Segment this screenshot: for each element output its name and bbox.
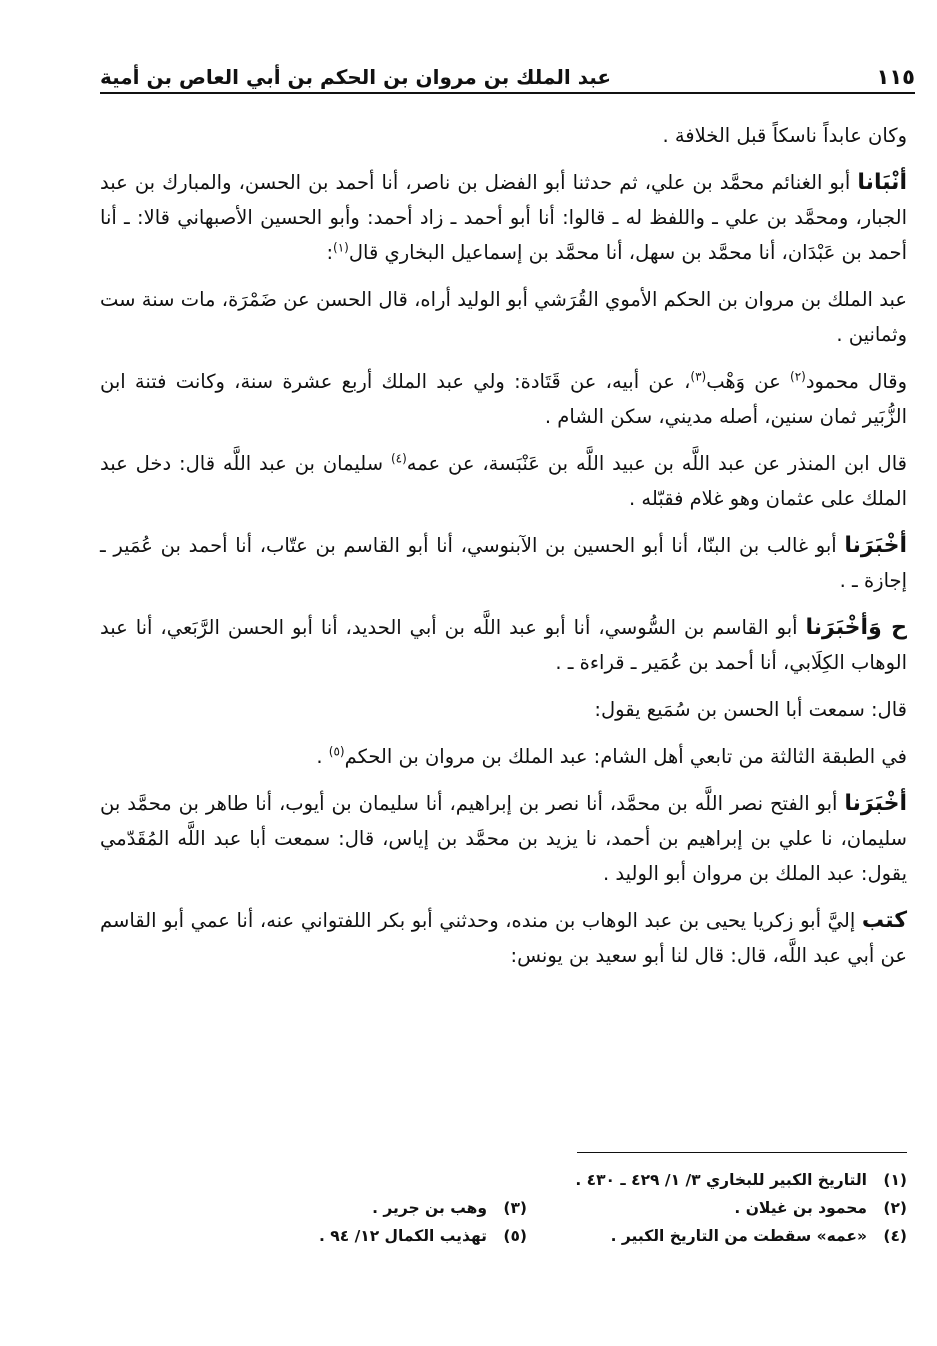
page-number: ١١٥ (876, 65, 915, 89)
paragraph-text: قال ابن المنذر عن عبد اللَّه بن عبيد اللَّه بن عَنْبَسة، عن عمه (406, 452, 907, 475)
footnote-number: (٤) (883, 1227, 907, 1245)
paragraph-text: أبو الغنائم محمَّد بن علي، ثم حدثنا أبو الفضل بن ناصر، أنا أحمد بن الحسن، والمبارك بن عبد الجبار، ومحمَّد بن علي ـ واللفظ له ـ قالوا: أنا أبو أحمد ـ زاد أحمد: وأبو الحسين الأصبهاني قالا: ـ أنا أحمد بن عَبْدَان، أنا محمَّد بن سهل، أنا محمَّد بن إسماعيل البخاري قال (100, 171, 907, 264)
paragraph-text: وقال محمود (805, 370, 908, 393)
footnote-row (100, 1222, 907, 1250)
keyword-akhbarana: أخْبَرَنا (844, 533, 907, 558)
paragraph-text: وكان عابداً ناسكاً قبل الخلافة . (662, 124, 907, 147)
footnote-number: (٣) (503, 1199, 527, 1217)
paragraph-text: قال: سمعت أبا الحسن بن سُمَيع يقول: (594, 698, 907, 721)
footnote-number: (٥) (503, 1227, 527, 1245)
paragraph-text: أبو غالب بن البنّا، أنا أبو الحسين بن الآبنوسي، أنا أبو القاسم بن عتّاب، أنا أحمد بن عُمَير ـ إجازة ـ . (100, 534, 907, 592)
paragraph (100, 528, 907, 598)
main-text (100, 118, 907, 985)
footnote-row (100, 1194, 907, 1222)
footnote-ref: (٣) (690, 369, 707, 384)
footnote-row (100, 1166, 907, 1194)
footnote-ref: (١) (333, 240, 349, 255)
paragraph-text: أبو الفتح نصر اللَّه بن محمَّد، أنا نصر بن إبراهيم، أنا سليمان بن أيوب، أنا طاهر بن محمَّد بن سليمان، نا علي بن إبراهيم بن أحمد، نا يزيد بن محمَّد بن إياس، قال: سمعت أبا عبد اللَّه المُقَدّمي يقول: عبد الملك بن مروان أبو الوليد . (100, 792, 907, 885)
footnote-4 (527, 1222, 907, 1250)
paragraph-text: أبو القاسم بن السُّوسي، أنا أبو عبد اللَّه بن أبي الحديد، أنا أبو الحسن الرَّبَعي، أنا عبد الوهاب الكِلَابي، أنا أحمد بن عُمَير ـ قراءة ـ . (100, 616, 907, 674)
running-title: عبد الملك بن مروان بن الحكم بن أبي العاص بن أمية (100, 65, 612, 89)
footnote-number: (٢) (883, 1199, 907, 1217)
paragraph-text: في الطبقة الثالثة من تابعي أهل الشام: عبد الملك بن مروان بن الحكم (344, 745, 907, 768)
footnote-ref: (٤) (390, 451, 407, 466)
footnotes (100, 1166, 907, 1250)
paragraph (100, 118, 907, 153)
running-header (100, 58, 915, 94)
paragraph (100, 610, 907, 680)
footnote-text: التاريخ الكبير للبخاري ٣/ ١/ ٤٢٩ ـ ٤٣٠ . (575, 1171, 867, 1189)
paragraph-text: سليمان بن عبد اللَّه قال: دخل عبد الملك على عثمان وهو غلام فقبّله . (100, 452, 907, 510)
paragraph (100, 786, 907, 891)
paragraph-text: عبد الملك بن مروان بن الحكم الأموي القُرَشي أبو الوليد أراه، قال الحسن عن ضَمْرَة، مات سنة ست وثمانين . (100, 288, 907, 346)
footnote-text: «عمه» سقطت من التاريخ الكبير . (610, 1227, 867, 1245)
footnote-5 (319, 1222, 527, 1250)
footnote-text: وهب بن جرير . (372, 1199, 487, 1217)
footnote-divider (577, 1152, 907, 1153)
keyword-kataba: كتب (861, 908, 907, 933)
footnote-number: (١) (883, 1171, 907, 1189)
keyword-akhbarana: أخْبَرَنا (844, 791, 907, 816)
footnote-ref: (٥) (328, 744, 345, 759)
footnote-ref: (٢) (790, 369, 806, 384)
paragraph (100, 282, 907, 352)
paragraph (100, 446, 907, 516)
paragraph (100, 739, 907, 774)
keyword-anbana: أنْبَانا (857, 170, 907, 195)
footnote-3 (372, 1194, 527, 1222)
paragraph-text: إليَّ أبو زكريا يحيى بن عبد الوهاب بن منده، وحدثني أبو بكر اللفتواني عنه، أنا عمي أبو القاسم عن أبي عبد اللَّه، قال: قال لنا أبو سعيد بن يونس: (100, 909, 907, 967)
keyword-wa-akhbarana: ح وَأخْبَرَنا (805, 615, 907, 640)
paragraph-text: ، عن أبيه، عن قَتَادة: ولي عبد الملك أربع عشرة سنة، وكانت فتنة ابن الزُّبَير ثمان سنين، أصله مديني، سكن الشام . (100, 370, 907, 428)
footnote-text: تهذيب الكمال ١٢/ ٩٤ . (318, 1227, 487, 1245)
paragraph-text: . (316, 745, 329, 768)
paragraph (100, 165, 907, 270)
footnote-text: محمود بن غيلان . (734, 1199, 867, 1217)
paragraph (100, 364, 907, 434)
paragraph (100, 903, 907, 973)
footnote-2 (527, 1194, 907, 1222)
paragraph-text: عن وَهْب (706, 370, 791, 393)
paragraph-text: : (326, 241, 334, 264)
paragraph (100, 692, 907, 727)
footnote-1 (575, 1166, 907, 1194)
